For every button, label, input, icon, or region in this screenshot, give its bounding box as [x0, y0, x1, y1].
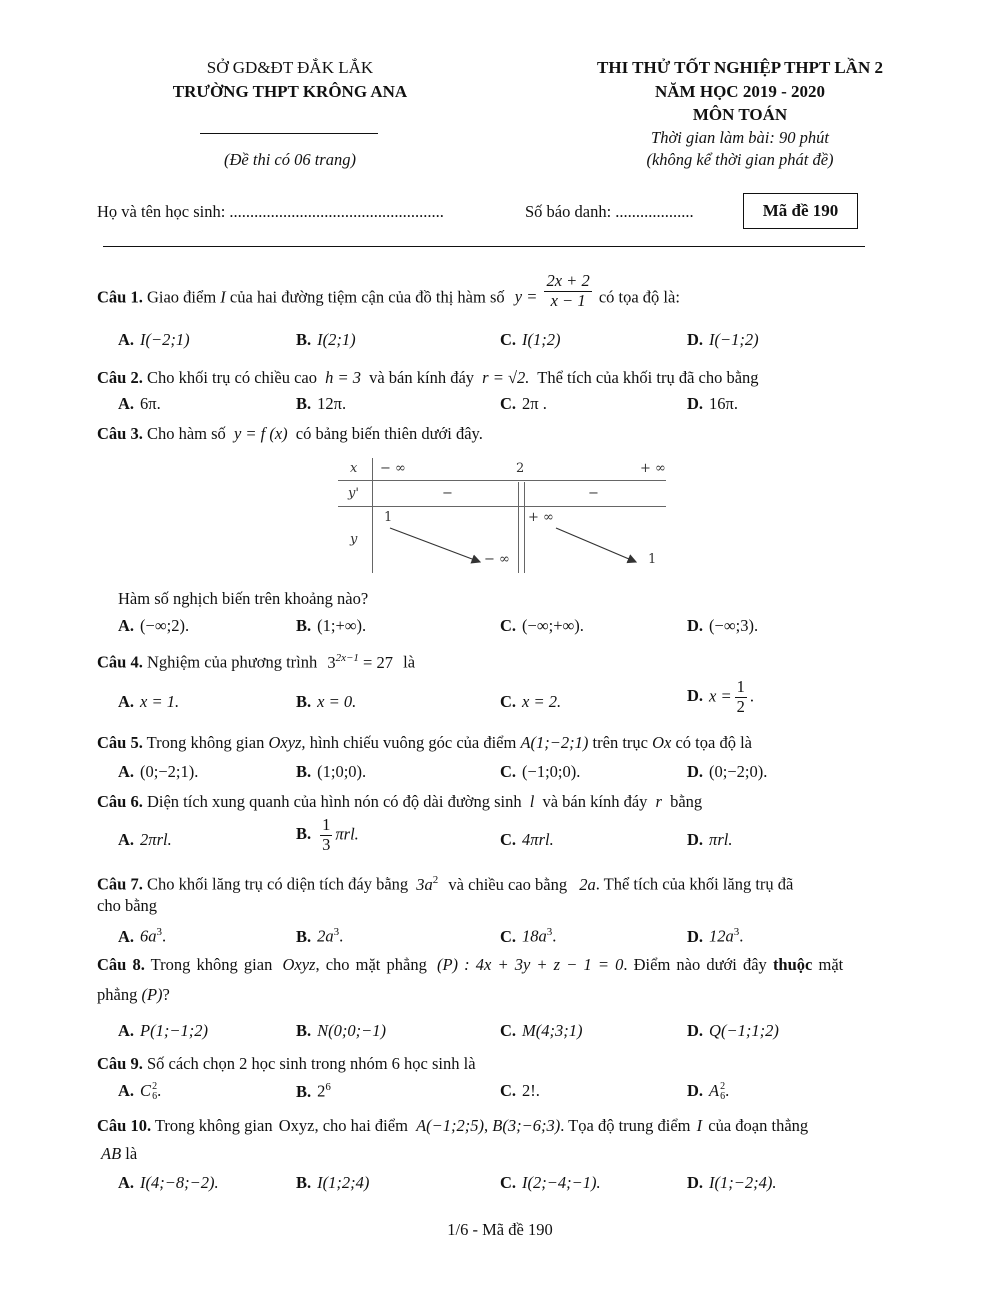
exam-title: THI THỬ TỐT NGHIỆP THPT LẦN 2: [597, 58, 883, 77]
q5-option-c[interactable]: C. (−1;0;0).: [500, 762, 581, 781]
question-4: Câu 4. Nghiệm của phương trình $3^{2x-1} = 27$ là: [97, 652, 416, 672]
q4-option-c[interactable]: C. x = 2.: [500, 692, 562, 711]
q9-option-c[interactable]: C. 2!.: [500, 1081, 540, 1100]
x-value-pos-inf: + ∞: [640, 461, 666, 476]
q3-option-a[interactable]: A. (−∞;2).: [118, 616, 190, 635]
variation-table: [338, 458, 668, 573]
row-label-y: y: [350, 532, 358, 547]
q7-option-a[interactable]: A. $6a^3$.: [118, 926, 167, 946]
q1-option-c[interactable]: C. I(1;2): [500, 330, 561, 349]
header-divider-short: [200, 133, 378, 134]
student-name-field: Họ và tên học sinh: ....................................................: [97, 202, 444, 221]
school-department: SỞ GD&ĐT ĐẮK LẮK: [206, 58, 374, 77]
q8-option-c[interactable]: C. M(4;3;1): [500, 1021, 583, 1040]
x-value-2: 2: [516, 461, 525, 476]
x-value-neg-inf: − ∞: [380, 461, 406, 476]
q6-option-a[interactable]: A. 2πrl.: [118, 830, 172, 849]
question-7: Câu 7. Cho khối lăng trụ có diện tích đáy bằng $3a^2$ và chiều cao bằng 2a. Thể tích của khối lăng trụ đã: [97, 874, 794, 894]
q6-option-c[interactable]: C. 4πrl.: [500, 830, 554, 849]
question-3-prompt: Hàm số nghịch biến trên khoảng nào?: [118, 589, 369, 608]
q4-option-d[interactable]: D. x = $\frac{1}{2}$ .: [687, 677, 755, 716]
q10-option-c[interactable]: C. I(2;−4;−1).: [500, 1173, 601, 1192]
duration-note: (không kể thời gian phát đề): [646, 150, 834, 169]
question-10: Câu 10. Trong không gian Oxyz, cho hai điểm A(−1;2;5), B(3;−6;3). Tọa độ trung điểm I của đoạn thẳng: [97, 1116, 809, 1135]
q8-option-d[interactable]: D. Q(−1;1;2): [687, 1021, 779, 1040]
question-6: Câu 6. Diện tích xung quanh của hình nón có độ dài đường sinh l và bán kính đáy r bằng: [97, 792, 703, 811]
question-8-cont: phẳng (P)?: [97, 985, 170, 1004]
y-value-left-start: 1: [384, 510, 393, 525]
q3-option-d[interactable]: D. (−∞;3).: [687, 616, 759, 635]
student-id-field: Số báo danh: ...................: [525, 202, 694, 221]
q10-option-d[interactable]: D. I(1;−2;4).: [687, 1173, 777, 1192]
q5-option-b[interactable]: B. (1;0;0).: [296, 762, 367, 781]
q1-option-d[interactable]: D. I(−1;2): [687, 330, 759, 349]
question-3: Câu 3. Cho hàm số y = f (x) có bảng biến thiên dưới đây.: [97, 424, 483, 443]
question-2: Câu 2. Cho khối trụ có chiều cao h = 3 và bán kính đáy r = √2. Thể tích của khối trụ đã cho bằng: [97, 368, 759, 387]
question-1: Câu 1. Giao điểm I của hai đường tiệm cận của đồ thị hàm số y = $\frac{2x + 2}{x - 1}$ có tọa độ là:: [97, 271, 680, 310]
q4-option-b[interactable]: B. x = 0.: [296, 692, 357, 711]
q3-option-c[interactable]: C. (−∞;+∞).: [500, 616, 584, 635]
q2-option-c[interactable]: C. 2π .: [500, 394, 547, 413]
school-year: NĂM HỌC 2019 - 2020: [655, 82, 825, 101]
q2-option-b[interactable]: B. 12π.: [296, 394, 347, 413]
q8-option-b[interactable]: B. N(0;0;−1): [296, 1021, 387, 1040]
q9-option-a[interactable]: A. C 2 6 .: [118, 1081, 162, 1103]
question-5: Câu 5. Trong không gian Oxyz, hình chiếu vuông góc của điểm A(1;−2;1) trên trục Ox có tọa độ là: [97, 733, 752, 752]
y-value-right-start: + ∞: [528, 510, 554, 525]
exam-duration: Thời gian làm bài: 90 phút: [651, 128, 829, 147]
decreasing-arrow-right: [556, 528, 636, 562]
page-footer: 1/6 - Mã đề 190: [447, 1220, 553, 1239]
exam-code: Mã đề 190: [762, 201, 839, 220]
q6-option-b[interactable]: B. $\frac{1}{3}$ πrl.: [296, 815, 359, 854]
q7-option-d[interactable]: D. $12a^3$.: [687, 926, 744, 946]
q2-option-a[interactable]: A. 6π.: [118, 394, 161, 413]
q7-option-c[interactable]: C. $18a^3$.: [500, 926, 557, 946]
sign-left: −: [442, 486, 453, 501]
header-divider-long: [103, 246, 865, 247]
q8-option-a[interactable]: A. P(1;−1;2): [118, 1021, 208, 1040]
q6-option-d[interactable]: D. πrl.: [687, 830, 733, 849]
question-8: Câu 8. Trong không gian Oxyz, cho mặt phẳng (P) : 4x + 3y + z − 1 = 0. Điểm nào dưới đây thuộc mặt: [97, 955, 844, 974]
q5-option-a[interactable]: A. (0;−2;1).: [118, 762, 199, 781]
decreasing-arrow-left: [390, 528, 480, 562]
y-value-right-end: 1: [648, 552, 657, 567]
subject: MÔN TOÁN: [692, 105, 788, 124]
row-label-yprime: y': [348, 486, 359, 501]
q2-option-d[interactable]: D. 16π.: [687, 394, 739, 413]
page-count-note: (Đề thi có 06 trang): [224, 150, 356, 169]
q5-option-d[interactable]: D. (0;−2;0).: [687, 762, 768, 781]
q1-option-b[interactable]: B. I(2;1): [296, 330, 356, 349]
q9-option-b[interactable]: B. $2^6$: [296, 1081, 331, 1101]
y-value-left-end: − ∞: [484, 552, 510, 567]
question-7-cont: cho bằng: [97, 896, 158, 915]
school-name: TRƯỜNG THPT KRÔNG ANA: [172, 82, 408, 101]
q7-option-b[interactable]: B. $2a^3$.: [296, 926, 344, 946]
row-label-x: x: [350, 461, 358, 476]
question-9: Câu 9. Số cách chọn 2 học sinh trong nhóm 6 học sinh là: [97, 1054, 476, 1073]
sign-right: −: [588, 486, 599, 501]
q3-option-b[interactable]: B. (1;+∞).: [296, 616, 367, 635]
question-10-cont: AB là: [101, 1144, 138, 1163]
q1-option-a[interactable]: A. I(−2;1): [118, 330, 190, 349]
q10-option-b[interactable]: B. I(1;2;4): [296, 1173, 370, 1192]
exam-code-box: [743, 193, 858, 229]
variation-arrows: [338, 458, 668, 573]
q9-option-d[interactable]: D. A 2 6 .: [687, 1081, 730, 1103]
q4-option-a[interactable]: A. x = 1.: [118, 692, 180, 711]
q10-option-a[interactable]: A. I(4;−8;−2).: [118, 1173, 219, 1192]
